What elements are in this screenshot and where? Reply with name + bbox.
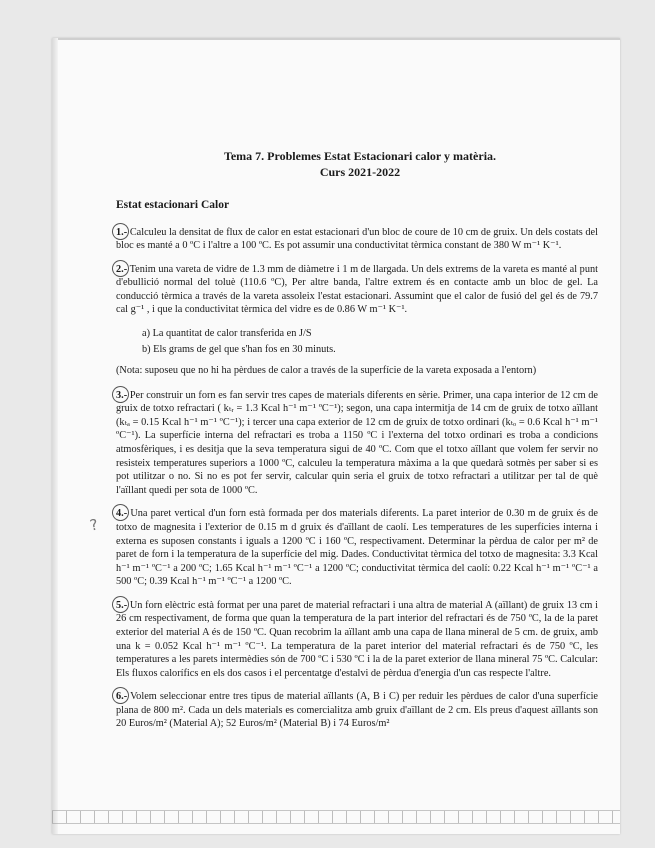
handwritten-circle-mark bbox=[110, 220, 131, 241]
handwritten-circle-mark bbox=[110, 502, 131, 523]
problem-5 bbox=[116, 599, 598, 680]
margin-question-mark: ? bbox=[88, 515, 100, 535]
page-top-edge bbox=[52, 38, 620, 40]
problem-number: 2.- bbox=[116, 263, 127, 277]
problem-6 bbox=[116, 690, 598, 731]
problem-number: 3.- bbox=[116, 389, 127, 403]
problem-number: 5.- bbox=[116, 599, 127, 613]
problem-1 bbox=[116, 226, 598, 253]
problem-number: 4.- bbox=[116, 507, 127, 521]
scanner-ruler-strip bbox=[52, 810, 620, 824]
problem-2-note: (Nota: suposeu que no hi ha pèrdues de calor a través de la superfície de la vareta exposada a l'entorn) bbox=[116, 365, 537, 377]
problem-text: Tenim una vareta de vidre de 1.3 mm de diàmetre i 1 m de llargada. Un dels extrems de la vareta es manté al punt d'ebullició normal del toluè (110.6 ºC), Per altre banda, l'altre extrem és en contacte amb un bloc de gel. La conducció tèrmica a través de la vareta assoleix l'estat estacionari. Assumint que el calor de fusió del gel és de 79.7 cal g⁻¹ , i que la conductivitat tèrmica del vidre es de 0.86 W m⁻¹ K⁻¹. bbox=[116, 263, 598, 316]
document-title bbox=[122, 148, 598, 180]
handwritten-circle-mark bbox=[110, 594, 131, 615]
document-body bbox=[116, 148, 598, 741]
problem-text: Una paret vertical d'un forn està formada per dos materials diferents. La paret interior de 0.30 m de gruix és de totxo de magnesita i l'exterior de 0.15 m d gruix és d'aïllant de caolí. Les temperatures de les superfícies interna i externa es suposen constants i iguals a 1200 ºC i 160 ºC, respectivament. Determinar la pèrdua de calor per m² de paret de forn i la temperatura de la superfície del mig. Dades. Conductivitat tèrmica del totxo de magnesita: 3.3 Kcal h⁻¹ m⁻¹ ºC⁻¹ a 200 ºC; 1.65 Kcal h⁻¹ m⁻¹ ºC⁻¹ a 1200 ºC; conductivitat tèrmica del caolí: 0.22 Kcal h⁻¹ m⁻¹ ºC⁻¹ a 500 ºC; 0.39 Kcal h⁻¹ m⁻¹ ºC⁻¹ a 1200 ºC. bbox=[116, 508, 599, 588]
handwritten-circle-mark bbox=[110, 685, 131, 706]
problem-number: 6.- bbox=[116, 690, 127, 704]
title-line-2: Curs 2021-2022 bbox=[319, 165, 401, 180]
title-line-1: Tema 7. Problemes Estat Estacionari calor y matèria. bbox=[223, 149, 497, 163]
scanned-page bbox=[52, 38, 620, 834]
handwritten-circle-mark bbox=[110, 384, 131, 405]
list-item: a) La quantitat de calor transferida en J/S bbox=[142, 328, 312, 340]
page-left-shadow bbox=[52, 38, 58, 834]
problem-text: Un forn elèctric està format per una paret de material refractari i una altra de material A (aïllant) de gruix 13 cm i 26 cm respectivament, de forma que quan la temperatura de la part interior del refractari és de 750 ºC, la de la paret exterior del material A és de 150 ºC. Quan recobrim la aïllant amb una capa de llana mineral de 5 cm. de gruix, amb una k = 0.052 Kcal h⁻¹ m⁻¹ ºC⁻¹. La temperatura de la paret interior del material refractari és de 750 ºC, les temperatures a les parets intermèdies són de 700 ºC i 530 ºC i la de la paret exterior de llana mineral 75 ºC. Calcular: Els fluxos calorífics en els dos casos i el percentatge d'estalvi de pèrdua d'energia d'un cas respecte l'altre. bbox=[116, 599, 598, 679]
problem-text: Calculeu la densitat de flux de calor en estat estacionari d'un bloc de coure de 10 cm de gruix. Un dels costats del bloc es manté a 0 ºC i l'altre a 100 ºC. Es pot assumir una conductivitat tèrmica constant de 380 W m⁻¹ K⁻¹. bbox=[116, 226, 598, 252]
list-item: b) Els grams de gel que s'han fos en 30 minuts. bbox=[142, 343, 336, 355]
problem-text: Per construir un forn es fan servir tres capes de materials diferents en sèrie. Primer, una capa interior de 12 cm de gruix de totxo refractari ( kₜᵣ = 1.3 Kcal h⁻¹ m⁻¹ ºC⁻¹); segon, una capa intermitja de 14 cm de gruix de totxo aïllant (kₜₐ = 0.15 Kcal h⁻¹ m⁻¹ ºC⁻¹); i tercer una capa exterior de 12 cm de gruix de totxo ordinari (kₜₒ = 0.6 Kcal h⁻¹ m⁻¹ ºC⁻¹). La superfície interna del refractari es troba a 1150 ºC i l'externa del totxo ordinari es troba a condicions atmosfèriques, i es desitja que la seva temperatura sigui de 40 ºC. Com que el totxo aïllant que volem fer servir no resisteix temperatures superiors a 1000 ºC, calculeu la temperatura màxima a la que quedarà sotmès per saber si es pot utilitzar o no. Si no es pot fer servir, calcular quin seria el gruix de totxo refractari a utilitzar per tal de què l'aïllant quedi per sota de 1000 ºC. bbox=[116, 389, 598, 496]
problem-text: Volem seleccionar entre tres tipus de material aïllants (A, B i C) per reduir les pèrdues de calor d'una superfície plana de 800 m². Cada un dels materials es comercialitza amb gruix d'aïllant de 2 cm. Els preus d'aquest aïllants son 20 Euros/m² (Material A); 52 Euros/m² (Material B) i 74 Euros/m² bbox=[116, 691, 599, 730]
problem-number: 1.- bbox=[116, 226, 127, 240]
problem-2-items bbox=[116, 327, 598, 356]
section-title: Estat estacionari Calor bbox=[116, 199, 230, 212]
handwritten-circle-mark bbox=[110, 257, 131, 278]
problem-3 bbox=[116, 389, 598, 498]
problem-4 bbox=[116, 507, 598, 588]
problem-2 bbox=[116, 263, 598, 317]
